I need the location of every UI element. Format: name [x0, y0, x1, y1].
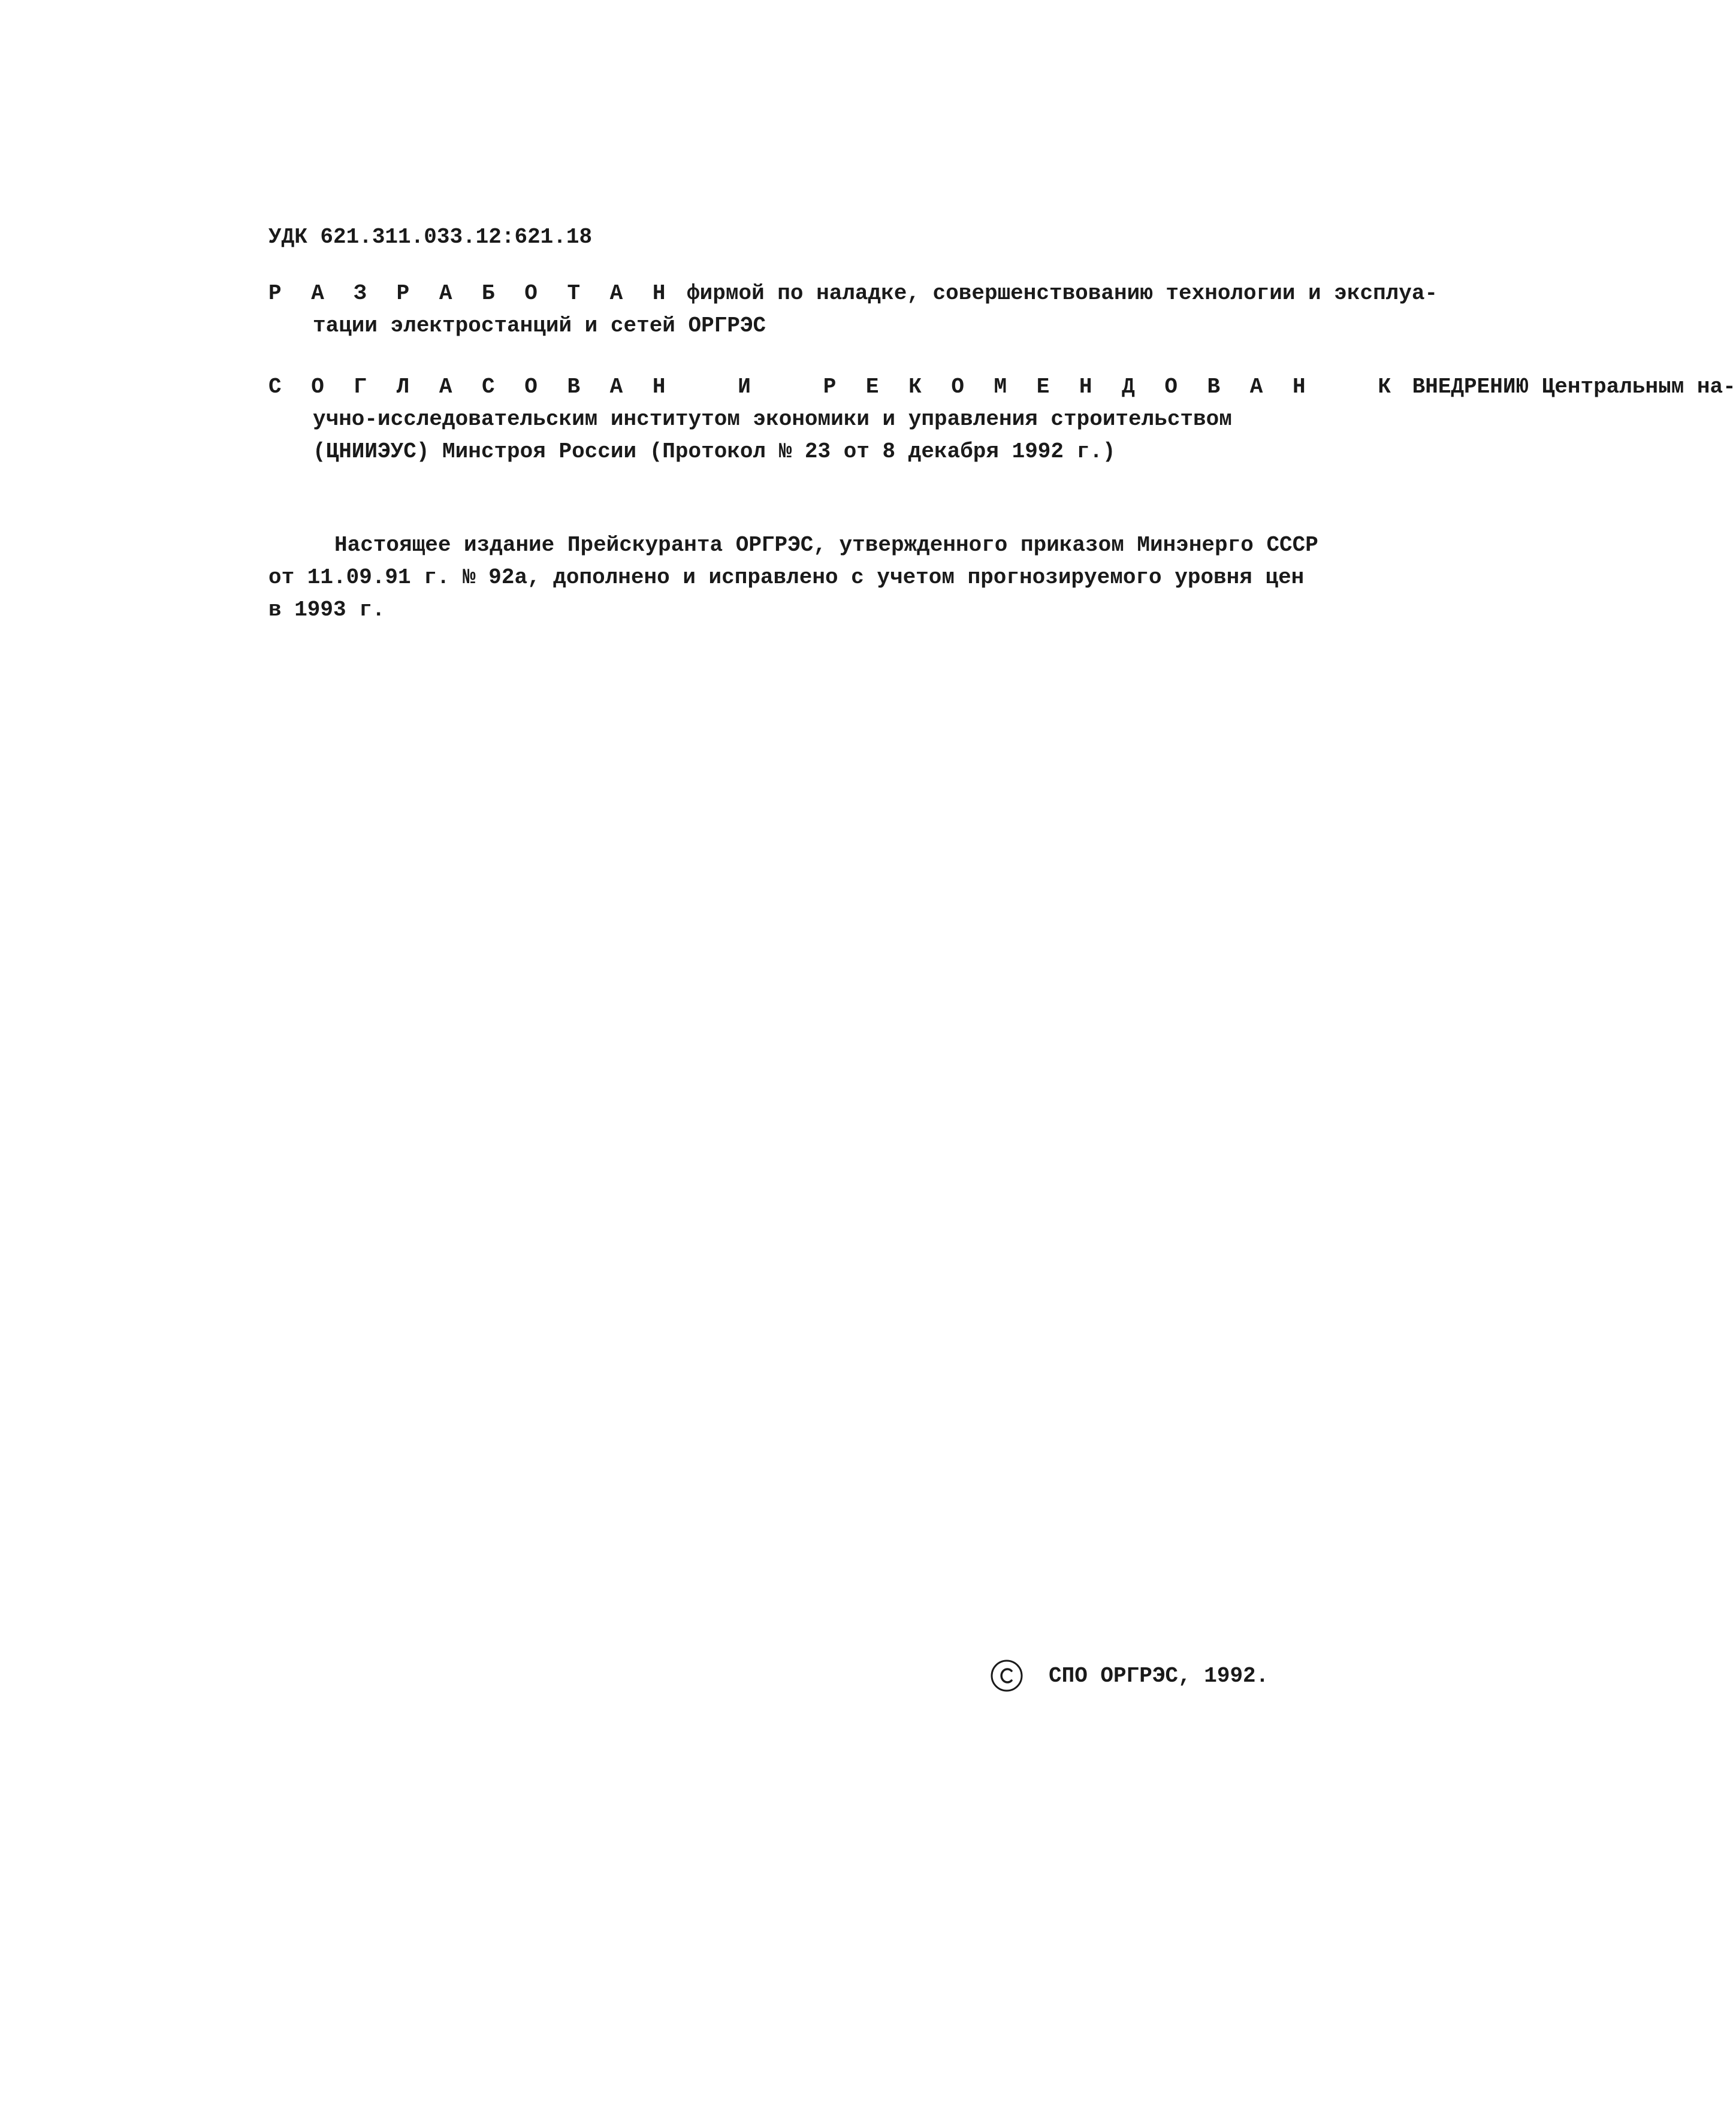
agreed-text-3: (ЦНИИЭУС) Минстроя России (Протокол № 23 от 8 декабря 1992 г.): [313, 439, 1116, 464]
paragraph-line-3: в 1993 г.: [268, 598, 385, 622]
agreed-text-1: Центральным на-: [1541, 375, 1736, 399]
copyright-notice: [990, 1658, 1269, 1694]
developed-text-1: фирмой по наладке, совершенствованию технологии и эксплуа-: [687, 281, 1438, 306]
agreed-label-2: ВНЕДРЕНИЮ: [1412, 375, 1529, 399]
agreed-line-1: [268, 373, 1736, 402]
paragraph-line-2: от 11.09.91 г. № 92а, дополнено и исправлено с учетом прогнозируемого уровня цен: [268, 565, 1305, 590]
developed-line-1: [268, 279, 1438, 308]
agreed-label: С О Г Л А С О В А Н И Р Е К О М Е Н Д О В А Н К: [268, 375, 1399, 399]
copyright-text: СПО ОРГРЭС, 1992.: [1049, 1663, 1269, 1688]
developed-text-2: тации электростанций и сетей ОРГРЭС: [313, 313, 766, 338]
paragraph-line-1: Настоящее издание Прейскуранта ОРГРЭС, утвержденного приказом Минэнерго СССР: [334, 533, 1318, 557]
udk-code: УДК 621.311.033.12:621.18: [268, 225, 593, 249]
developed-label: Р А З Р А Б О Т А Н: [268, 281, 674, 306]
agreed-text-2: учно-исследовательским институтом экономики и управления строительством: [313, 407, 1232, 432]
copyright-icon: [990, 1659, 1024, 1692]
